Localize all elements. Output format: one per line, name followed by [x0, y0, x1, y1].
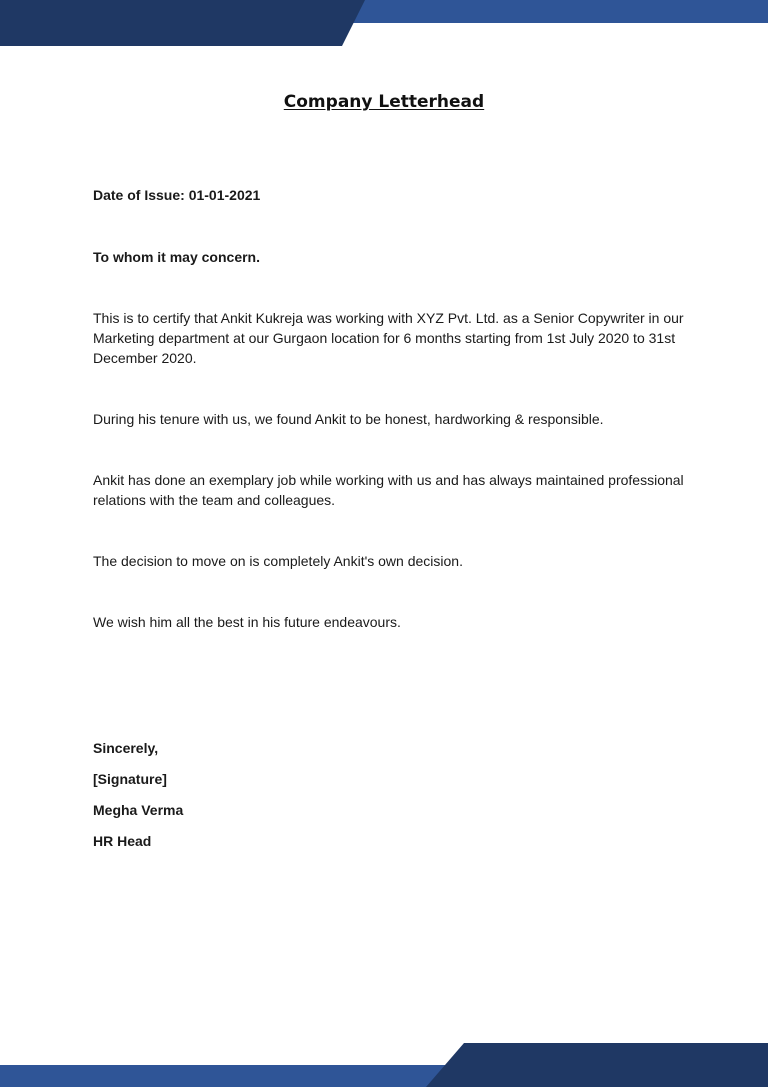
sign-off: Sincerely, — [93, 740, 159, 756]
page-title: Company Letterhead — [283, 92, 485, 112]
date-of-issue: Date of Issue: 01-01-2021 — [93, 187, 261, 203]
paragraph-wishes: We wish him all the best in his future endeavours. — [93, 614, 401, 630]
letter-closing — [93, 738, 183, 862]
bottom-decorative-band — [0, 1043, 768, 1087]
paragraph-tenure: During his tenure with us, we found Ankit to be honest, hardworking & responsible. — [93, 411, 604, 427]
paragraph-performance: Ankit has done an exemplary job while working with us and has always maintained professional relations with the team and colleagues. — [93, 472, 684, 508]
top-decorative-band — [0, 0, 768, 46]
paragraph-decision: The decision to move on is completely Ankit's own decision. — [93, 553, 463, 569]
bottom-band-dark — [426, 1043, 768, 1087]
top-band-dark — [0, 0, 365, 46]
signatory-name: Megha Verma — [93, 802, 184, 818]
signatory-designation: HR Head — [93, 833, 152, 849]
paragraph-certification: This is to certify that Ankit Kukreja was working with XYZ Pvt. Ltd. as a Senior Copywriter in our Marketing department at our Gurgaon location for 6 months starting from 1st July 2020 to 31st December 2020. — [93, 310, 684, 366]
letter-body — [93, 185, 693, 632]
signature-placeholder: [Signature] — [93, 771, 167, 787]
salutation: To whom it may concern. — [93, 249, 260, 265]
